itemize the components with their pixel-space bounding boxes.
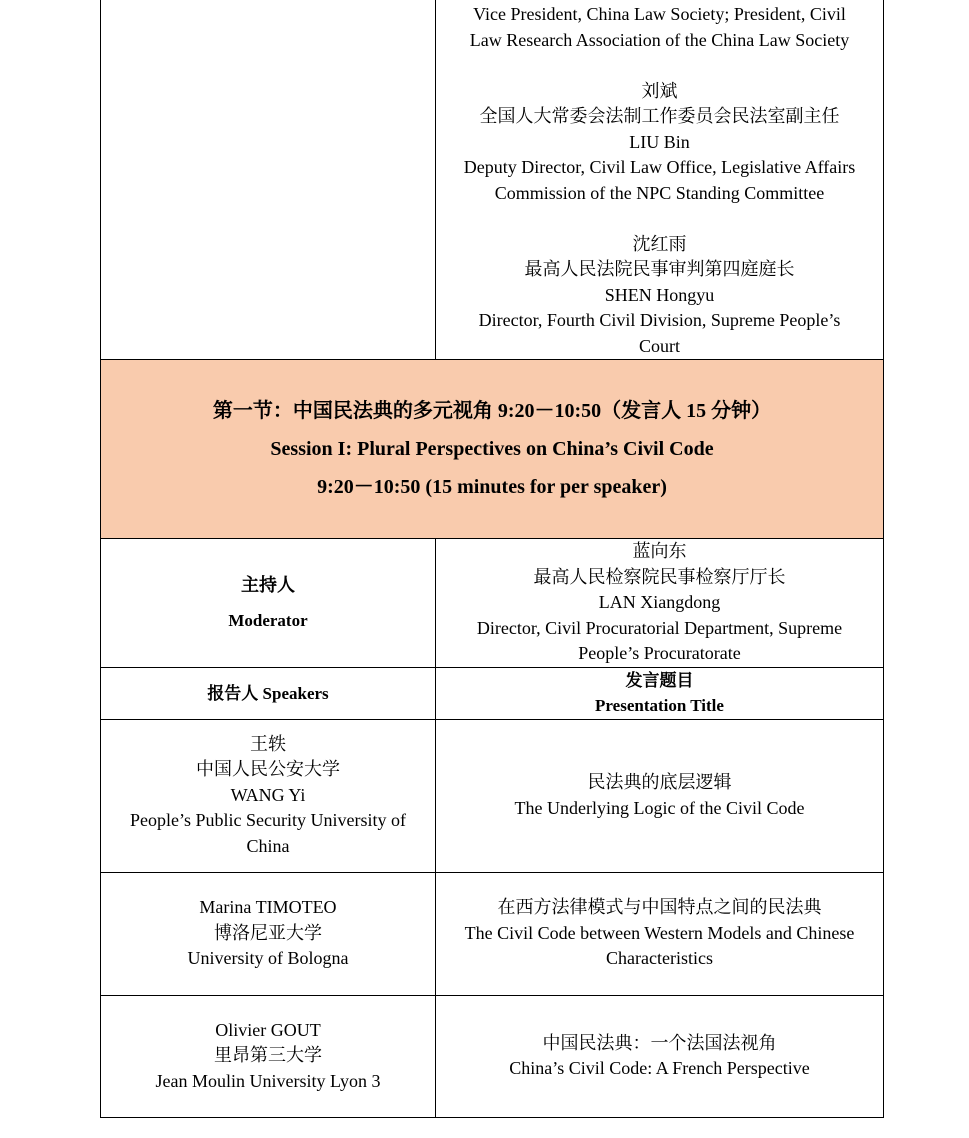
official3-title-zh: 最高人民法院民事审判第四庭庭长 (524, 259, 795, 279)
speakers-header: 报告人 Speakers (207, 683, 329, 703)
topic-en-line1: China’s Civil Code: A French Perspective (509, 1058, 810, 1078)
official2-title-zh: 全国人大常委会法制工作委员会民法室副主任 (479, 106, 840, 126)
speakers-header-cell (101, 667, 436, 719)
speaker-name-en: Marina TIMOTEO (199, 897, 337, 918)
table-header-row (101, 667, 884, 719)
topic-cell (436, 995, 884, 1117)
speaker-cell (101, 719, 436, 872)
title-header-zh: 发言题目 (625, 671, 694, 690)
moderator-label-zh: 主持人 (241, 574, 295, 595)
official1-title-line1: Vice President, China Law Society; President, Civil (473, 4, 846, 24)
officials-left-cell (101, 0, 436, 360)
official3-name-en: SHEN Hongyu (604, 284, 715, 305)
spacer (442, 53, 877, 79)
table-row (101, 995, 884, 1117)
official2-title-en-line1: Deputy Director, Civil Law Office, Legislative Affairs (463, 157, 856, 177)
official1-title-line2: Law Research Association of the China Law Society (469, 29, 850, 50)
topic-zh: 中国民法典：一个法国法视角 (542, 1032, 777, 1053)
topic-en-line1: The Underlying Logic of the Civil Code (514, 797, 805, 818)
moderator-info-cell (436, 539, 884, 668)
official3-title-en-line2: Court (638, 335, 680, 356)
speaker-affiliation-en-line1: Jean Moulin University Lyon 3 (155, 1070, 381, 1091)
speaker-affiliation-zh: 中国人民公安大学 (196, 759, 340, 780)
title-header-cell (436, 667, 884, 719)
moderator-name-zh: 蓝向东 (632, 541, 687, 561)
official2-title-en-line2: Commission of the NPC Standing Committee (494, 182, 825, 203)
official3-title-en-line1: Director, Fourth Civil Division, Supreme People’s (478, 310, 841, 330)
moderator-name-en: LAN Xiangdong (598, 592, 721, 612)
official2-name-en: LIU Bin (629, 131, 690, 152)
topic-en-line1: The Civil Code between Western Models and Chinese (464, 922, 855, 943)
session-title-en: Session I: Plural Perspectives on China’s Civil Code (270, 438, 714, 460)
moderator-title-en-line1: Director, Civil Procuratorial Department, Supreme (476, 617, 843, 638)
speaker-affiliation-zh: 里昂第三大学 (214, 1045, 322, 1066)
moderator-row (101, 539, 884, 668)
speaker-affiliation-en-line1: University of Bologna (187, 948, 349, 969)
moderator-title-en-line2: People’s Procuratorate (578, 643, 741, 663)
moderator-label-en: Moderator (228, 610, 308, 630)
topic-zh: 民法典的底层逻辑 (587, 772, 732, 792)
speaker-name-zh: 王轶 (250, 733, 286, 754)
session-header-cell (101, 360, 884, 539)
speaker-affiliation-en-line1: People’s Public Security University of (130, 810, 406, 831)
title-header-en: Presentation Title (595, 696, 724, 715)
topic-en-line2: Characteristics (606, 948, 713, 969)
session-time-en: 9:20－10:50 (15 minutes for per speaker) (317, 476, 667, 498)
table-row (101, 719, 884, 872)
session-title-zh: 第一节：中国民法典的多元视角 9:20－10:50（发言人 15 分钟） (212, 400, 772, 422)
speaker-name-en: Olivier GOUT (215, 1019, 321, 1040)
speaker-cell (101, 995, 436, 1117)
moderator-title-zh: 最高人民检察院民事检察厅厅长 (533, 566, 786, 587)
official2-name-zh: 刘斌 (641, 80, 678, 101)
spacer (442, 206, 877, 232)
official3-name-zh: 沈红雨 (632, 233, 687, 254)
speaker-affiliation-en-line2: China (246, 835, 290, 856)
officials-right-cell (436, 0, 884, 360)
officials-row (101, 0, 884, 360)
topic-cell (436, 872, 884, 995)
speaker-cell (101, 872, 436, 995)
topic-cell (436, 719, 884, 872)
moderator-label-cell (101, 539, 436, 668)
agenda-table (100, 0, 884, 1118)
table-row (101, 872, 884, 995)
speaker-affiliation-zh: 博洛尼亚大学 (214, 922, 322, 943)
topic-zh: 在西方法律模式与中国特点之间的民法典 (497, 897, 822, 918)
speaker-name-en: WANG Yi (230, 784, 306, 805)
session-header-row (101, 360, 884, 539)
